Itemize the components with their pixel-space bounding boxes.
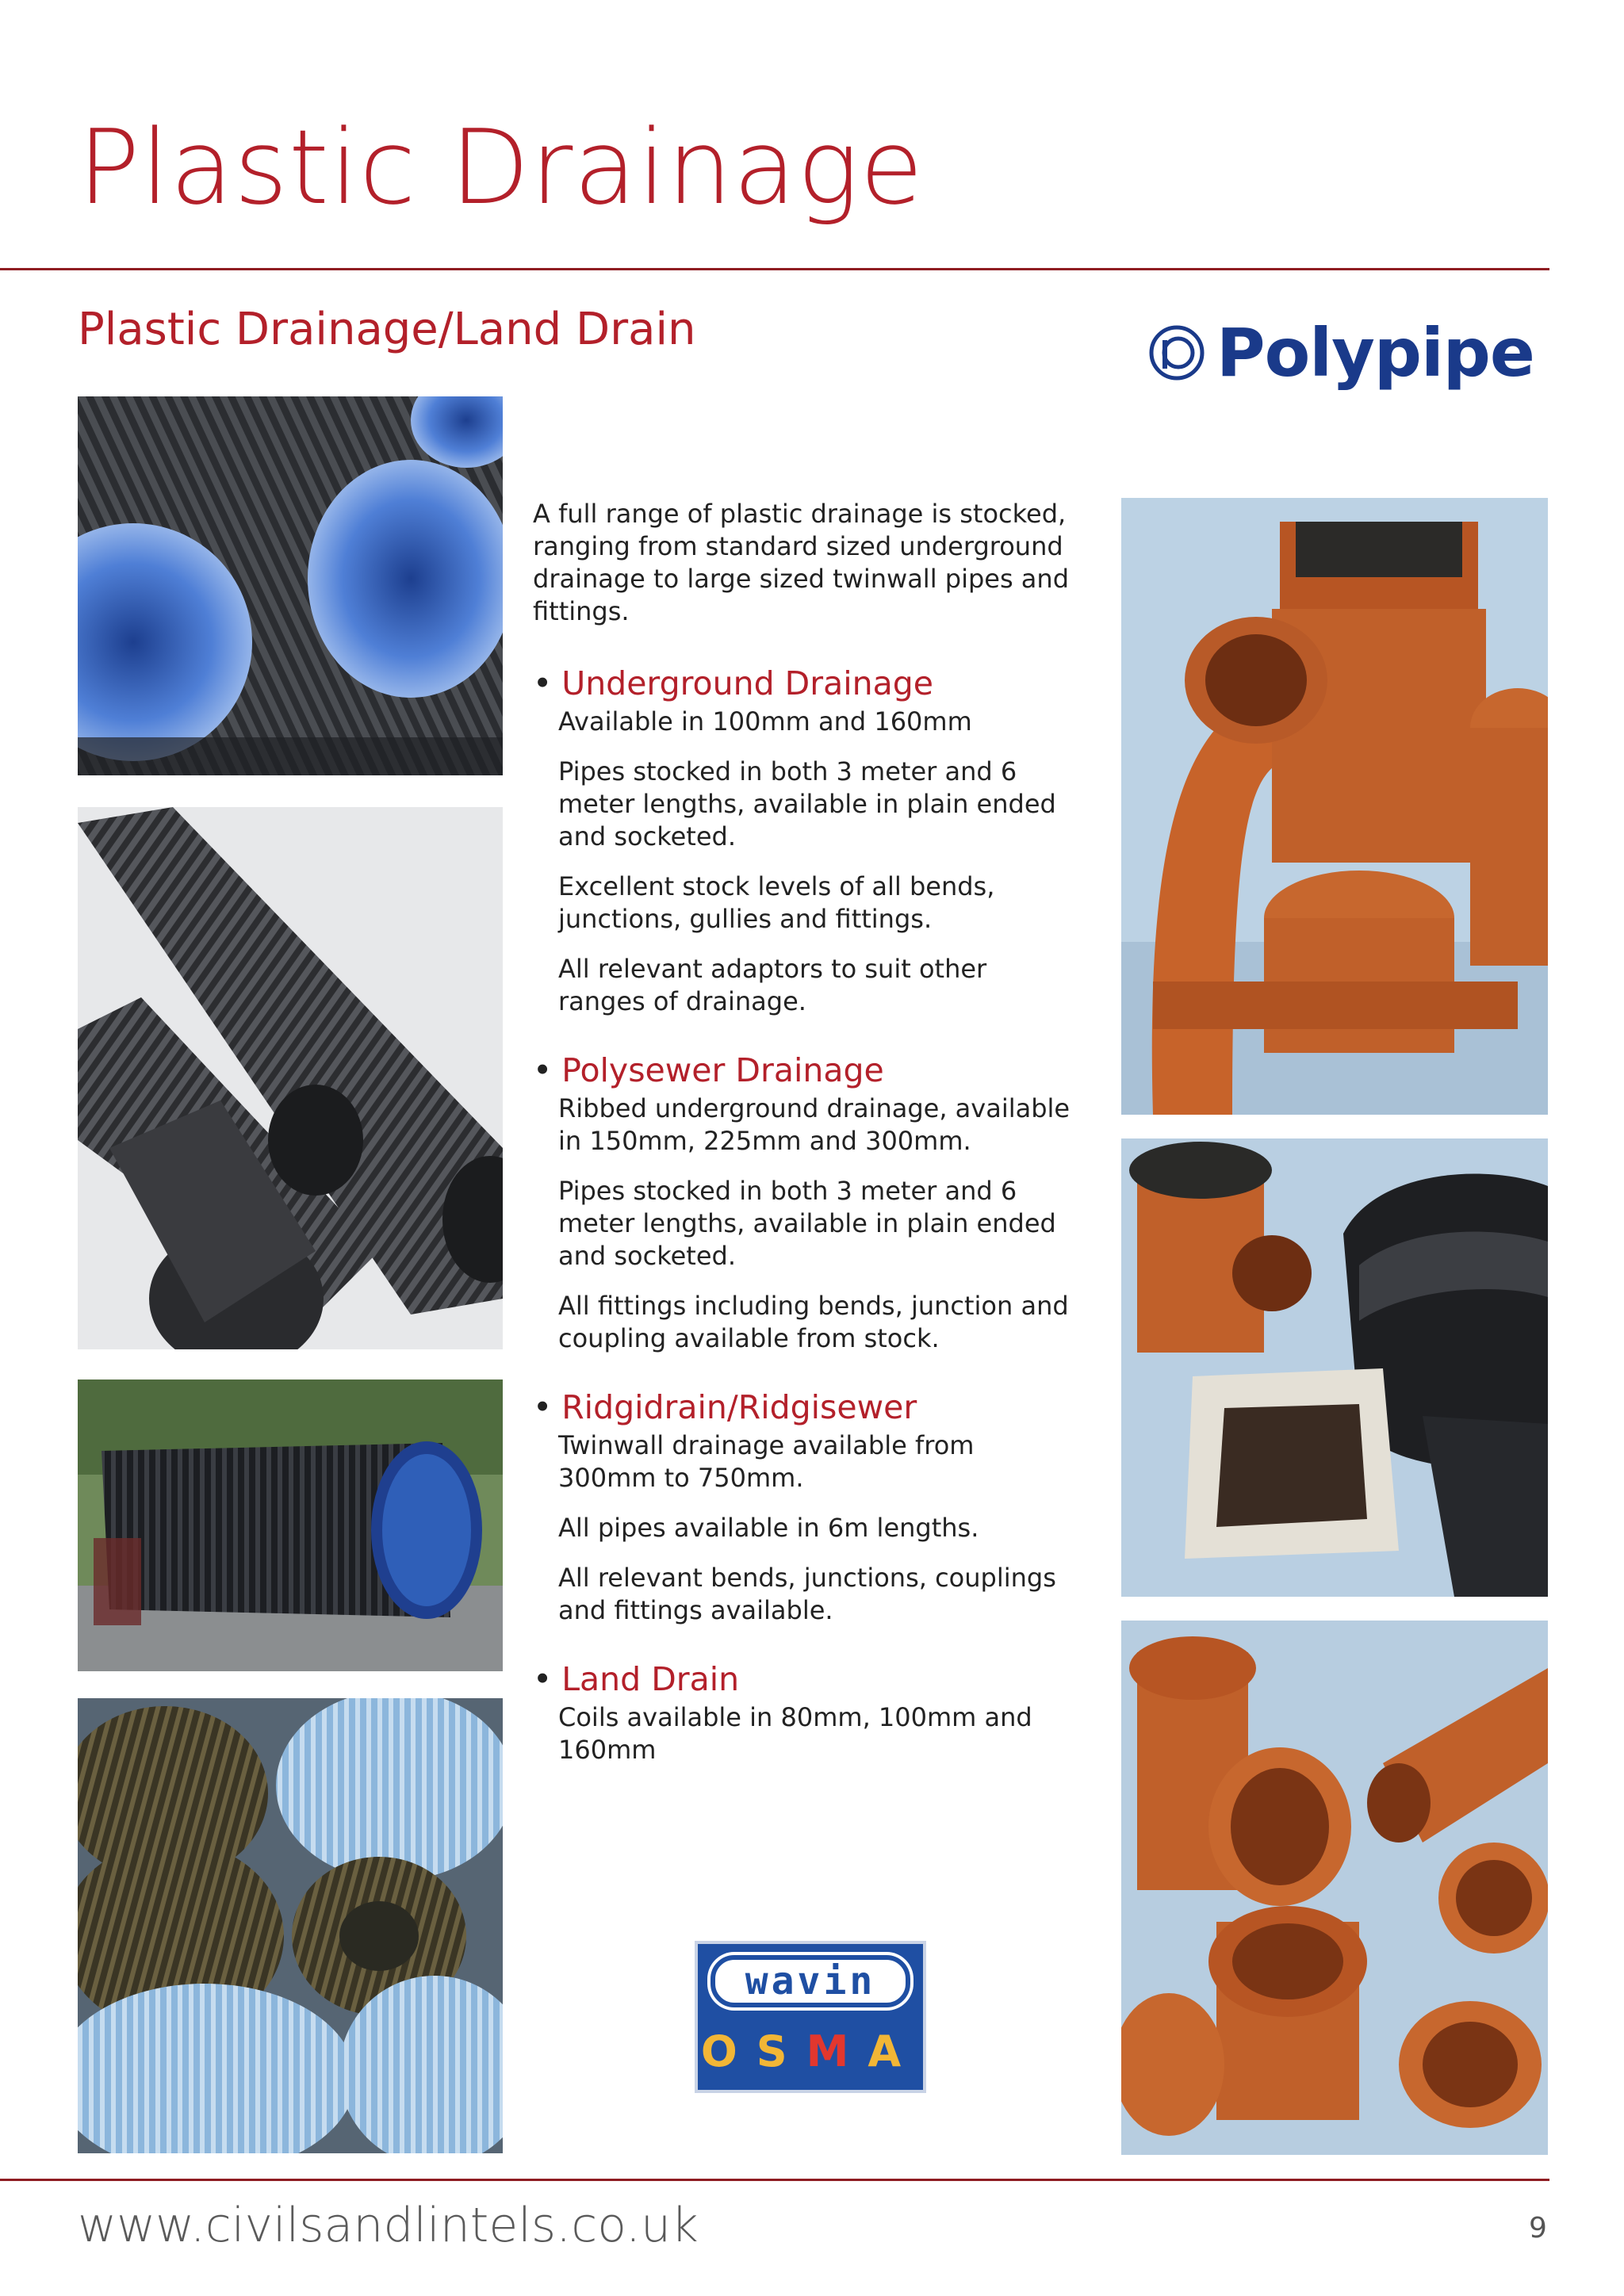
page-title: Plastic Drainage bbox=[78, 107, 925, 228]
section-paragraph: Ribbed underground drainage, available in 150mm, 225mm and 300mm. bbox=[558, 1093, 1071, 1156]
section-title bbox=[533, 663, 1072, 704]
underground-bends-junctions-photo bbox=[1121, 1621, 1548, 2155]
polysewer-pipes-photo bbox=[78, 807, 503, 1349]
polypipe-wordmark: Polypipe bbox=[1216, 314, 1534, 392]
section-paragraph: Pipes stocked in both 3 meter and 6 meter lengths, available in plain ended and socketed. bbox=[558, 1176, 1056, 1271]
section-paragraph: All relevant adaptors to suit other ranges of drainage. bbox=[558, 954, 987, 1016]
page-number: 9 bbox=[1529, 2212, 1547, 2244]
land-drain-coils-photo bbox=[78, 1698, 503, 2153]
website-url[interactable]: www.civilsandlintels.co.uk bbox=[78, 2198, 699, 2253]
osma-letter: M bbox=[806, 2026, 868, 2076]
section-paragraph: All fittings including bends, junction and coupling available from stock. bbox=[558, 1291, 1069, 1353]
bullet-icon: • bbox=[533, 664, 553, 702]
section-paragraph: Twinwall drainage available from 300mm to 750mm. bbox=[558, 1430, 975, 1493]
section-title bbox=[533, 1659, 1072, 1700]
bullet-icon: • bbox=[533, 1051, 553, 1089]
bullet-icon: • bbox=[533, 1660, 553, 1698]
bullet-icon: • bbox=[533, 1388, 553, 1426]
polypipe-mark-icon bbox=[1148, 324, 1205, 381]
wavin-wordmark: wavin bbox=[745, 1959, 876, 2003]
ridgidrain-pipe-photo bbox=[78, 1380, 503, 1671]
section-paragraph: All pipes available in 6m lengths. bbox=[558, 1513, 979, 1543]
section-land-drain bbox=[533, 1659, 1072, 1766]
section-title-text: Ridgidrain/Ridgisewer bbox=[561, 1388, 917, 1426]
section-title bbox=[533, 1387, 1072, 1428]
section-title-text: Underground Drainage bbox=[561, 664, 933, 702]
osma-letter: A bbox=[868, 2026, 921, 2076]
section-paragraph: Pipes stocked in both 3 meter and 6 meter lengths, available in plain ended and socketed. bbox=[558, 756, 1056, 851]
section-underground-drainage bbox=[533, 663, 1072, 1018]
section-title-text: Polysewer Drainage bbox=[561, 1051, 884, 1089]
title-divider bbox=[0, 268, 1549, 270]
intro-paragraph: A full range of plastic drainage is stocked, ranging from standard sized underground drainage to large sized twinwall pipes and fittings. bbox=[533, 499, 1069, 626]
section-paragraph: All relevant bends, junctions, couplings and fittings available. bbox=[558, 1563, 1056, 1625]
underground-gully-fittings-photo bbox=[1121, 498, 1548, 1115]
wavin-osma-logo bbox=[695, 1941, 926, 2093]
section-paragraph: Available in 100mm and 160mm bbox=[558, 706, 972, 737]
section-polysewer-drainage bbox=[533, 1050, 1072, 1355]
polypipe-logo bbox=[1148, 309, 1554, 396]
polysewer-fittings-photo bbox=[1121, 1138, 1548, 1597]
section-paragraph: Excellent stock levels of all bends, junctions, gullies and fittings. bbox=[558, 871, 995, 934]
section-title-text: Land Drain bbox=[561, 1660, 740, 1698]
section-ridgidrain bbox=[533, 1387, 1072, 1627]
osma-letter: S bbox=[756, 2026, 806, 2076]
twinwall-pipes-photo bbox=[78, 396, 503, 775]
osma-letter: O bbox=[700, 2026, 756, 2076]
product-description bbox=[533, 498, 1072, 1798]
section-title bbox=[533, 1050, 1072, 1091]
wavin-wordmark-badge bbox=[710, 1955, 910, 2007]
osma-wordmark bbox=[698, 2026, 923, 2076]
page-subtitle: Plastic Drainage/Land Drain bbox=[78, 304, 696, 355]
section-paragraph: Coils available in 80mm, 100mm and 160mm bbox=[558, 1702, 1032, 1765]
footer-divider bbox=[0, 2179, 1549, 2181]
